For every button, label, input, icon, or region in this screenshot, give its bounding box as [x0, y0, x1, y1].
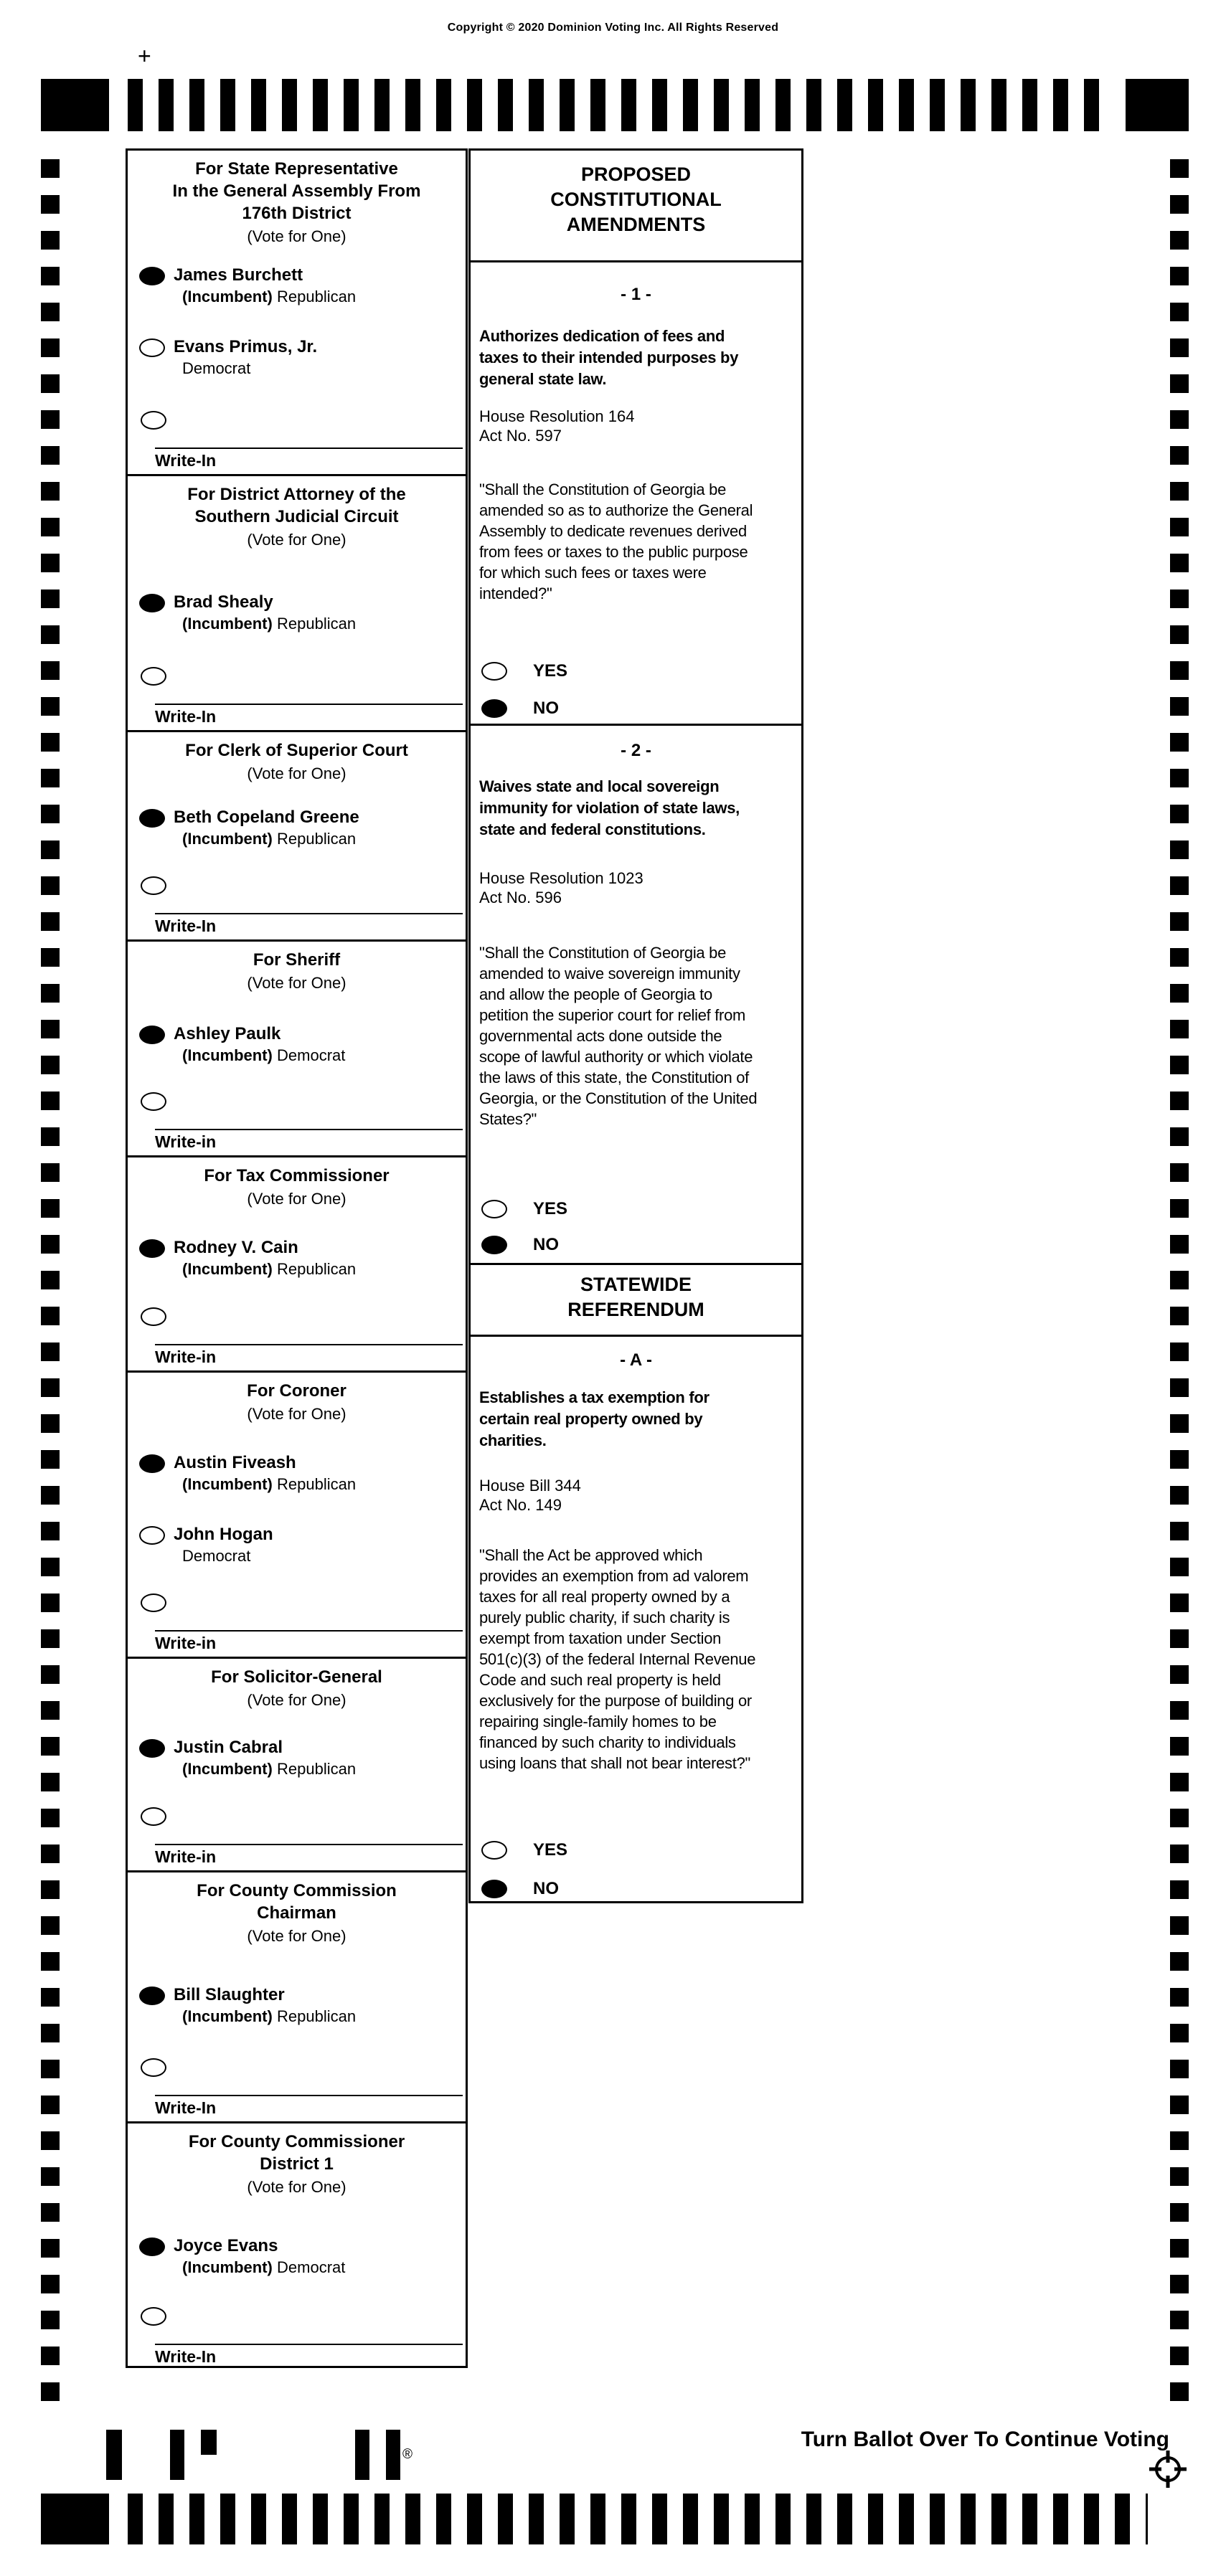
no-oval[interactable]: [481, 1236, 507, 1254]
contest-title: For State Representative In the General Assembly From 176th District: [172, 159, 421, 223]
no-label: NO: [533, 1235, 559, 1254]
candidate-info: [174, 265, 356, 306]
write-in-area[interactable]: [155, 2344, 463, 2366]
measure-box-referendum-a: [471, 1335, 801, 1905]
yes-oval[interactable]: [481, 1200, 507, 1218]
contest-title: For County Commission Chairman: [197, 1881, 397, 1923]
contest-title: For Clerk of Superior Court: [185, 741, 408, 760]
no-oval[interactable]: [481, 699, 507, 718]
candidate-party: (Incumbent) Republican: [182, 1475, 357, 1493]
no-label: NO: [533, 699, 559, 718]
measure-question: "Shall the Constitution of Georgia be amended to waive sovereign immunity and allow the people of Georgia to petition the superior court for relief from governmental acts done outside the scope of lawful authority or which violate the laws of this state, the Constitution of Georgia, or the Constitution of the United States?": [479, 944, 758, 1128]
measure-summary: Authorizes dedication of fees and taxes to their intended purposes by general state law.: [479, 327, 739, 388]
candidate-oval[interactable]: [139, 1026, 165, 1044]
candidate-name: Rodney V. Cain: [174, 1238, 298, 1257]
vote-for-one-instruction: (Vote for One): [247, 764, 346, 782]
yes-choice: [481, 1199, 567, 1219]
contest-column: [126, 148, 468, 2368]
candidate-oval[interactable]: [139, 338, 165, 357]
measure-box-amendment-1: [471, 260, 801, 724]
no-oval[interactable]: [481, 1880, 507, 1898]
write-in-area[interactable]: [155, 1630, 463, 1652]
vote-for-one-instruction: (Vote for One): [247, 531, 346, 549]
candidate-info: [174, 1525, 273, 1566]
candidate-oval[interactable]: [139, 267, 165, 285]
timing-block-top-left: [41, 79, 109, 131]
yes-choice: [481, 1840, 567, 1860]
candidate-name: Joyce Evans: [174, 2236, 278, 2255]
copyright-notice: Copyright © 2020 Dominion Voting Inc. All Rights Reserved: [447, 22, 779, 34]
write-in-area[interactable]: [155, 704, 463, 726]
vote-for-one-instruction: (Vote for One): [247, 1405, 346, 1423]
candidate-name: John Hogan: [174, 1525, 273, 1544]
write-in-label: Write-in: [155, 1634, 217, 1652]
turn-ballot-over-notice: Turn Ballot Over To Continue Voting: [801, 2428, 1169, 2451]
contest-title: For Coroner: [247, 1381, 346, 1401]
write-in-label: Write-In: [155, 451, 217, 470]
candidate-info: [174, 1738, 356, 1779]
candidate-oval[interactable]: [139, 1454, 165, 1473]
write-in-label: Write-in: [155, 1132, 217, 1151]
write-in-label: Write-In: [155, 2347, 217, 2366]
write-in-oval[interactable]: [141, 1807, 166, 1826]
contest-title: For Sheriff: [253, 950, 341, 970]
candidate-oval[interactable]: [139, 1526, 165, 1545]
measure-number: - A -: [620, 1350, 652, 1370]
candidate-info: [174, 1985, 356, 2026]
write-in-area[interactable]: [155, 1844, 463, 1866]
timing-marks-bottom-row: [128, 2494, 1148, 2544]
candidate-info: [174, 337, 317, 378]
vote-for-one-instruction: (Vote for One): [247, 974, 346, 992]
write-in-label: Write-In: [155, 707, 217, 726]
amendments-header-box: [471, 151, 801, 260]
write-in-area[interactable]: [155, 913, 463, 935]
candidate-oval[interactable]: [139, 1739, 165, 1758]
timing-block-top-right: [1126, 79, 1189, 131]
yes-label: YES: [533, 1840, 568, 1860]
yes-choice: [481, 661, 567, 681]
write-in-oval[interactable]: [141, 1594, 166, 1612]
candidate-name: Austin Fiveash: [174, 1453, 296, 1472]
measure-summary: Establishes a tax exemption for certain real property owned by charities.: [479, 1388, 709, 1449]
candidate-name: Bill Slaughter: [174, 1985, 285, 2004]
candidate-info: [174, 592, 356, 633]
candidate-party: Democrat: [182, 1547, 251, 1565]
measure-summary: Waives state and local sovereign immunity for violation of state laws, state and federal constitutions.: [479, 777, 740, 838]
measure-number: - 1 -: [621, 285, 651, 304]
candidate-info: [174, 808, 359, 848]
measure-number: - 2 -: [621, 741, 651, 760]
registered-trademark-icon: ®: [402, 2447, 412, 2462]
candidate-party: (Incumbent) Democrat: [182, 1046, 346, 1064]
barcode-mark: [170, 2430, 184, 2480]
candidate-name: Evans Primus, Jr.: [174, 337, 318, 356]
candidate-party: (Incumbent) Republican: [182, 830, 357, 848]
candidate-party: (Incumbent) Republican: [182, 2007, 357, 2025]
candidate-info: [174, 1024, 345, 1065]
yes-label: YES: [533, 661, 568, 681]
contest-box-solicitor-general: [128, 1657, 466, 1870]
write-in-oval[interactable]: [141, 2307, 166, 2326]
vote-for-one-instruction: (Vote for One): [247, 1927, 346, 1945]
contest-box-county-commission-chairman: [128, 1870, 466, 2121]
measure-box-amendment-2: [471, 724, 801, 1263]
measure-question: "Shall the Act be approved which provides an exemption from ad valorem taxes for all real property owned by a purely public charity, if such charity is exempt from taxation under Section 501(c)(3) of the federal Internal Revenue Code and such real property is held exclusively for the purpose of building or repairing single-family homes to be financed by such charity to individuals using loans that shall not bear interest?": [479, 1546, 756, 1772]
candidate-party: (Incumbent) Republican: [182, 1760, 357, 1778]
contest-box-sheriff: [128, 939, 466, 1155]
write-in-area[interactable]: [155, 448, 463, 470]
measure-question: "Shall the Constitution of Georgia be amended so as to authorize the General Assembly to dedicate revenues derived from fees or taxes to the public purpose for which such fees or taxes were intended?": [479, 480, 753, 602]
measure-references: House Resolution 164 Act No. 597: [479, 407, 635, 445]
no-label: NO: [533, 1879, 559, 1898]
vote-for-one-instruction: (Vote for One): [247, 1691, 346, 1709]
write-in-area[interactable]: [155, 2095, 463, 2117]
contest-title: For Tax Commissioner: [204, 1166, 390, 1185]
contest-box-state-representative: [128, 151, 466, 474]
write-in-oval[interactable]: [141, 2058, 166, 2077]
candidate-party: (Incumbent) Republican: [182, 615, 357, 633]
barcode-mark: [355, 2430, 369, 2480]
barcode-mark: [106, 2430, 122, 2480]
timing-block-bottom-left: [41, 2494, 109, 2544]
candidate-name: James Burchett: [174, 265, 303, 285]
registration-crosshair-icon: [1146, 2448, 1189, 2494]
no-choice: [481, 1235, 559, 1255]
no-choice: [481, 1879, 559, 1899]
timing-marks-left-column: [41, 159, 60, 2401]
measures-column: [468, 148, 803, 1903]
yes-oval[interactable]: [481, 1841, 507, 1860]
yes-oval[interactable]: [481, 662, 507, 681]
write-in-label: Write-In: [155, 917, 217, 935]
candidate-oval[interactable]: [139, 2238, 165, 2256]
contest-box-coroner: [128, 1370, 466, 1657]
write-in-oval[interactable]: [141, 667, 166, 686]
write-in-label: Write-In: [155, 2098, 217, 2117]
write-in-oval[interactable]: [141, 411, 166, 430]
no-choice: [481, 699, 559, 719]
timing-marks-right-column: [1170, 159, 1189, 2401]
candidate-oval[interactable]: [139, 1987, 165, 2005]
write-in-oval[interactable]: [141, 1092, 166, 1111]
contest-box-tax-commissioner: [128, 1155, 466, 1370]
write-in-area[interactable]: [155, 1129, 463, 1151]
write-in-oval[interactable]: [141, 876, 166, 895]
measure-references: House Resolution 1023 Act No. 596: [479, 869, 643, 906]
registration-plus-icon: +: [138, 43, 151, 69]
barcode-mark: [386, 2430, 400, 2480]
candidate-party: (Incumbent) Republican: [182, 288, 357, 306]
candidate-oval[interactable]: [139, 1239, 165, 1258]
candidate-oval[interactable]: [139, 809, 165, 828]
referendum-header-box: [471, 1263, 801, 1335]
contest-title: For District Attorney of the Southern Judicial Circuit: [187, 485, 406, 526]
contest-box-district-attorney: [128, 474, 466, 730]
candidate-name: Ashley Paulk: [174, 1024, 281, 1043]
write-in-label: Write-in: [155, 1348, 217, 1366]
candidate-info: [174, 2236, 345, 2277]
vote-for-one-instruction: (Vote for One): [247, 2178, 346, 2196]
candidate-name: Justin Cabral: [174, 1738, 283, 1757]
timing-marks-top-row: [128, 79, 1112, 131]
candidate-party: Democrat: [182, 359, 251, 377]
candidate-party: (Incumbent) Democrat: [182, 2258, 346, 2276]
write-in-oval[interactable]: [141, 1307, 166, 1326]
candidate-name: Brad Shealy: [174, 592, 273, 612]
vote-for-one-instruction: (Vote for One): [247, 1190, 346, 1208]
candidate-info: [174, 1453, 356, 1494]
write-in-label: Write-in: [155, 1847, 217, 1866]
contest-box-clerk-superior-court: [128, 730, 466, 939]
barcode-mark: [201, 2430, 217, 2455]
candidate-info: [174, 1238, 356, 1279]
referendum-header: STATEWIDE REFERENDUM: [567, 1274, 704, 1320]
candidate-oval[interactable]: [139, 594, 165, 612]
candidate-party: (Incumbent) Republican: [182, 1260, 357, 1278]
candidate-name: Beth Copeland Greene: [174, 808, 359, 827]
yes-label: YES: [533, 1199, 568, 1218]
measure-references: House Bill 344 Act No. 149: [479, 1477, 581, 1514]
contest-title: For County Commissioner District 1: [188, 2132, 405, 2174]
contest-box-county-commissioner-district-1: [128, 2121, 466, 2370]
amendments-header: PROPOSED CONSTITUTIONAL AMENDMENTS: [550, 164, 722, 235]
contest-title: For Solicitor-General: [211, 1667, 382, 1687]
write-in-area[interactable]: [155, 1344, 463, 1366]
vote-for-one-instruction: (Vote for One): [247, 227, 346, 245]
